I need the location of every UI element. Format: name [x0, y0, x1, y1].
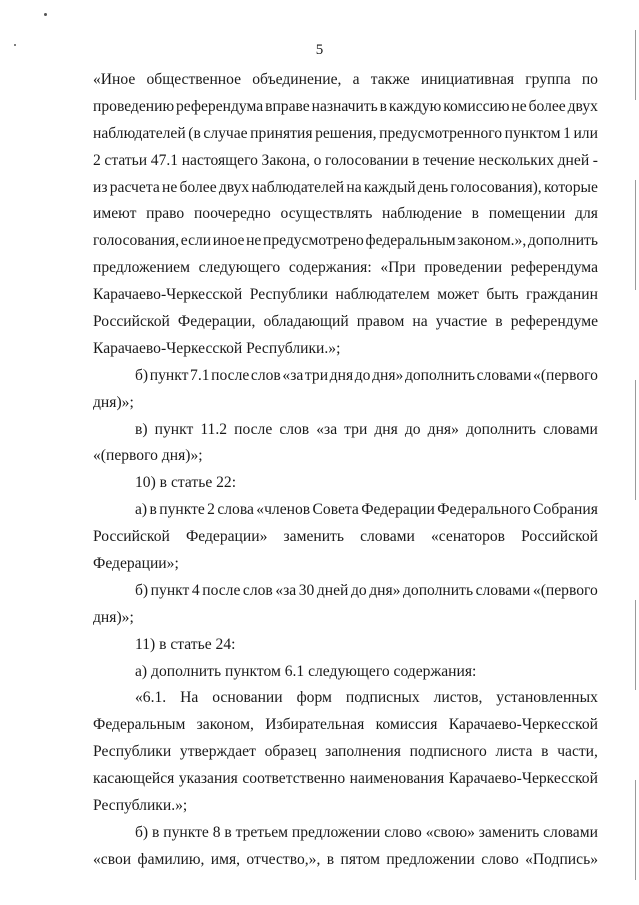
word: осуществлять [280, 205, 373, 223]
word: для [575, 205, 598, 223]
word: не [161, 178, 178, 196]
word: Российской [521, 528, 598, 546]
word: Федерального [437, 501, 531, 519]
word: каждую [388, 97, 442, 115]
word: «При [380, 259, 416, 277]
word: до [354, 366, 371, 384]
word: дня» [372, 366, 404, 384]
word: наблюдателей [251, 178, 345, 196]
text-line: Карачаево-Черкесской Республики.»; [93, 339, 341, 357]
word: двух [218, 178, 250, 196]
word: расчета [109, 178, 160, 196]
word: «Подпись» [525, 850, 598, 868]
word: пункт [154, 420, 194, 438]
word: утверждает [179, 743, 256, 761]
word: пункт [150, 581, 190, 599]
text-line: дня)»; [93, 393, 134, 411]
word: в [149, 501, 157, 519]
word: содержания: [288, 259, 372, 277]
word: в) [135, 420, 148, 438]
word: следующего [198, 259, 281, 277]
word: голосования, [93, 232, 180, 250]
scan-edge-mark [635, 180, 636, 290]
word: словами [475, 581, 531, 599]
word: предусмотренного [379, 124, 503, 142]
word: Закона, [261, 151, 310, 169]
word: дней [557, 151, 590, 169]
word: дня» [427, 420, 459, 438]
text-line [93, 255, 598, 282]
word: о [313, 151, 322, 169]
word: предложении [291, 823, 381, 841]
word: 4 [191, 581, 200, 599]
word: На [180, 689, 199, 707]
word: в [495, 313, 503, 331]
word: слово [481, 850, 519, 868]
word: законом.», [457, 232, 527, 250]
word: дополнить [465, 420, 537, 438]
text-line: а) дополнить пунктом 6.1 следующего содержания: [135, 662, 477, 680]
text-line [93, 820, 598, 847]
word: слова [217, 501, 254, 519]
word: до [350, 581, 367, 599]
page-number: 5 [315, 42, 324, 58]
word: указания [178, 770, 238, 788]
word: референдума [176, 97, 264, 115]
word: 11.2 [200, 420, 228, 438]
word: Республики [249, 286, 328, 304]
word: принятия [250, 124, 313, 142]
word: Республики [93, 743, 172, 761]
word: Карачаево-Черкесской [93, 286, 243, 304]
word: слово [384, 823, 422, 841]
word: не [511, 97, 527, 115]
word: пункте [163, 823, 209, 841]
word: 2 [207, 501, 215, 519]
word: Федерации, [177, 313, 256, 331]
word: общественное [146, 71, 242, 88]
text-line: Республики.»; [93, 797, 188, 815]
word: в [326, 850, 335, 868]
word: референдуме [510, 313, 598, 331]
text-line [93, 67, 598, 94]
word: 47.1 [150, 151, 179, 169]
word: дня» [369, 581, 401, 599]
word: 7.1 [190, 366, 210, 384]
word: Избирательная [265, 716, 365, 734]
text-line [93, 282, 598, 309]
word: пятом [340, 850, 380, 868]
text-line [93, 228, 598, 255]
word: а [352, 71, 360, 88]
word: Карачаево-Черкесской [448, 770, 598, 788]
word: образец [264, 743, 317, 761]
word: предложении [386, 850, 475, 868]
text-line: дня)»; [93, 608, 134, 626]
word: 1 [563, 124, 571, 142]
word: Федерации [361, 501, 435, 519]
word: настоящего [181, 151, 258, 169]
word: проведению [93, 97, 175, 115]
word: объединение, [252, 71, 342, 88]
word: словами [543, 823, 598, 841]
word: до [404, 420, 421, 438]
word: третьем [235, 823, 289, 841]
word: не [246, 232, 262, 250]
word: может [437, 286, 479, 304]
text-line [93, 309, 598, 336]
word: установленных [496, 689, 598, 707]
word: более [179, 178, 217, 196]
word: статьи [104, 151, 148, 169]
text-line [93, 685, 598, 712]
word: наименования [349, 770, 445, 788]
text-line [93, 712, 598, 739]
text-line [93, 201, 598, 228]
text-line: 11) в статье 24: [135, 635, 236, 653]
word: заменить [478, 823, 540, 841]
word: также [370, 71, 410, 88]
word: части, [557, 743, 598, 761]
word: «(первого [532, 581, 598, 599]
word: инициативная [420, 71, 515, 88]
word: правом [356, 313, 405, 331]
word: право [146, 205, 185, 223]
word: в [412, 151, 420, 169]
word: Российской [93, 528, 170, 546]
scan-speck [44, 13, 47, 16]
word: голосования), [450, 178, 542, 196]
word: предусмотрено [263, 232, 364, 250]
word: б) [135, 581, 149, 599]
text-line: «(первого дня)»; [93, 447, 203, 465]
word: слов [250, 366, 281, 384]
word: законом, [196, 716, 254, 734]
word: которые [543, 178, 598, 196]
word: листов, [433, 689, 483, 707]
word: «(первого [533, 366, 598, 384]
document-body [93, 67, 598, 874]
word: словами [360, 528, 415, 546]
word: решения, [315, 124, 377, 142]
word: Федерации» [185, 528, 268, 546]
word: быть [486, 286, 519, 304]
word: комиссия [375, 716, 438, 734]
word: гражданин [526, 286, 598, 304]
word: соответственно [242, 770, 346, 788]
word: Российской [93, 313, 170, 331]
text-line [93, 524, 598, 551]
word: если [180, 232, 212, 250]
word: дня [374, 420, 398, 438]
word: основании [212, 689, 283, 707]
scan-edge-mark [635, 380, 636, 500]
word: иное [212, 232, 245, 250]
word: назначить [311, 97, 378, 115]
word: наблюдение [382, 205, 462, 223]
text-line [93, 121, 598, 148]
word: заменить [283, 528, 344, 546]
text-line [93, 847, 598, 874]
word: на [412, 313, 428, 331]
word: пункте [159, 501, 205, 519]
word: Федеральным [93, 716, 186, 734]
word: вправе [265, 97, 310, 115]
word: комиссию [443, 97, 510, 115]
word: пункт [149, 366, 189, 384]
word: наблюдателем [335, 286, 430, 304]
word: в [379, 97, 388, 115]
word: имя, [210, 850, 241, 868]
word: а) [135, 501, 148, 519]
word: слов [279, 420, 310, 438]
word: или [573, 124, 598, 142]
text-line [93, 175, 598, 202]
word: по [581, 71, 598, 88]
word: б) [135, 823, 149, 841]
word: предложением [93, 259, 190, 277]
word: дополнить [527, 232, 598, 250]
word: случае [203, 124, 248, 142]
word: наблюдателей [93, 124, 186, 142]
word: дополнить [404, 366, 476, 384]
word: группа [525, 71, 571, 88]
word: Собрания [533, 501, 598, 519]
word: 8 [212, 823, 221, 841]
word: день [417, 178, 449, 196]
word: нескольких [478, 151, 554, 169]
word: словами [543, 420, 598, 438]
text-line: Федерации»; [93, 555, 179, 573]
word: проведении [424, 259, 503, 277]
word: подписных [345, 689, 420, 707]
scan-edge-mark [635, 780, 636, 880]
word: «за [275, 581, 297, 599]
word: листа [495, 743, 533, 761]
word: из [93, 178, 108, 196]
word: б) [135, 366, 149, 384]
word: дней [316, 581, 349, 599]
word: обладающий [263, 313, 349, 331]
word: течение [423, 151, 475, 169]
word: в [152, 823, 160, 841]
word: на [346, 178, 362, 196]
word: заполнения [325, 743, 401, 761]
text-line [93, 739, 598, 766]
text-line: 10) в статье 22: [135, 474, 237, 492]
word: имеют [93, 205, 137, 223]
word: участие [435, 313, 488, 331]
word: каждый [363, 178, 416, 196]
word: (в [188, 124, 201, 142]
word: касающейся [93, 770, 175, 788]
word: Совета [312, 501, 359, 519]
text-line [93, 363, 598, 390]
word: федеральным [365, 232, 456, 250]
word: более [528, 97, 566, 115]
word: в [471, 205, 480, 223]
word: - [592, 151, 598, 169]
word: помещении [488, 205, 566, 223]
word: «6.1. [135, 689, 167, 707]
word: Карачаево-Черкесской [448, 716, 598, 734]
text-line [93, 148, 598, 175]
word: в [541, 743, 549, 761]
word: «за [316, 420, 338, 438]
word: «членов [256, 501, 311, 519]
word: после [234, 420, 273, 438]
word: голосовании [325, 151, 409, 169]
word: форм [296, 689, 332, 707]
word: три [304, 366, 329, 384]
word: «свои [93, 850, 132, 868]
word: поочередно [193, 205, 271, 223]
word: референдума [510, 259, 598, 277]
word: словами [476, 366, 532, 384]
text-line [93, 417, 598, 444]
word: 30 [298, 581, 315, 599]
scan-edge-mark [635, 30, 636, 100]
word: «свою» [425, 823, 475, 841]
text-line [93, 497, 598, 524]
text-line [93, 94, 598, 121]
word: «сенаторов [430, 528, 506, 546]
word: «за [282, 366, 304, 384]
word: дня [329, 366, 354, 384]
text-line [93, 578, 598, 605]
word: фамилию, [137, 850, 205, 868]
word: дополнить [402, 581, 474, 599]
word: 2 [93, 151, 101, 169]
scan-edge-mark [635, 600, 636, 690]
word: слов [242, 581, 273, 599]
word: двух [567, 97, 598, 115]
word: подписного [409, 743, 487, 761]
word: три [344, 420, 368, 438]
word: в [224, 823, 232, 841]
word: пунктом [504, 124, 561, 142]
word: после [211, 366, 250, 384]
word: после [202, 581, 241, 599]
word: отчество,», [246, 850, 321, 868]
word: «Иное [93, 71, 136, 88]
text-line [93, 766, 598, 793]
